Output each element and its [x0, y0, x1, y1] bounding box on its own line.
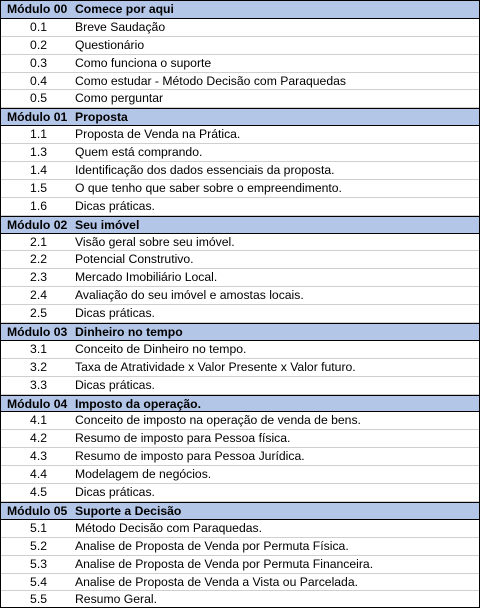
module-header	[1, 502, 479, 520]
lesson-title: Resumo de imposto para Pessoa física.	[75, 431, 291, 446]
lesson-number: 5.3	[30, 556, 47, 571]
lesson-number: 1.3	[30, 145, 47, 160]
lesson-row	[1, 90, 479, 108]
lesson-number: 1.6	[30, 198, 47, 213]
lesson-title: Método Decisão com Paraquedas.	[75, 520, 262, 535]
lesson-title: Breve Saudação	[75, 19, 166, 34]
lesson-row	[1, 37, 479, 55]
lesson-title: Taxa de Atratividade x Valor Presente x Valor futuro.	[75, 359, 356, 374]
lesson-title: Conceito de imposto na operação de venda de bens.	[75, 413, 361, 428]
lesson-number: 5.1	[30, 520, 47, 535]
module-label: Módulo 03	[7, 325, 68, 340]
lesson-row	[1, 198, 479, 216]
module-title: Seu imóvel	[75, 217, 140, 232]
lesson-number: 1.1	[30, 127, 47, 142]
lesson-number: 3.3	[30, 377, 47, 392]
lesson-number: 5.4	[30, 574, 47, 589]
lesson-row	[1, 73, 479, 91]
lesson-title: Dicas práticas.	[75, 485, 155, 500]
lesson-title: Dicas práticas.	[75, 198, 155, 213]
lesson-title: Avaliação do seu imóvel e amostas locais.	[75, 288, 304, 303]
lesson-title: Visão geral sobre seu imóvel.	[75, 234, 235, 249]
lesson-row	[1, 287, 479, 305]
module-header	[1, 395, 479, 413]
lesson-number: 1.4	[30, 163, 47, 178]
lesson-number: 3.2	[30, 359, 47, 374]
lesson-title: Potencial Construtivo.	[75, 252, 194, 267]
lesson-number: 4.4	[30, 467, 47, 482]
lesson-title: Resumo Geral.	[75, 592, 157, 607]
lesson-number: 0.2	[30, 37, 47, 52]
lesson-row	[1, 180, 479, 198]
module-title: Proposta	[75, 110, 128, 125]
lesson-row	[1, 466, 479, 484]
lesson-number: 5.5	[30, 592, 47, 607]
module-header	[1, 323, 479, 341]
module-header	[1, 216, 479, 234]
lesson-row	[1, 55, 479, 73]
module-title: Comece por aqui	[75, 2, 174, 16]
module-title: Suporte a Decisão	[75, 503, 182, 518]
lesson-row	[1, 556, 479, 574]
lesson-title: Como perguntar	[75, 91, 164, 106]
module-label: Módulo 05	[7, 503, 68, 518]
lesson-title: Identificação dos dados essenciais da proposta.	[75, 163, 335, 178]
lesson-row	[1, 448, 479, 466]
lesson-number: 4.1	[30, 413, 47, 428]
lesson-number: 2.4	[30, 288, 47, 303]
lesson-number: 2.2	[30, 252, 47, 267]
lesson-title: Conceito de Dinheiro no tempo.	[75, 341, 247, 356]
lesson-row	[1, 430, 479, 448]
lesson-title: Analise de Proposta de Venda a Vista ou Parcelada.	[75, 574, 358, 589]
lesson-row	[1, 484, 479, 502]
lesson-number: 3.1	[30, 341, 47, 356]
lesson-title: Dicas práticas.	[75, 306, 155, 321]
lesson-title: Como funciona o suporte	[75, 55, 212, 70]
lesson-number: 2.3	[30, 270, 47, 285]
lesson-title: Analise de Proposta de Venda por Permuta Física.	[75, 538, 349, 553]
module-label: Módulo 01	[7, 110, 68, 125]
lesson-row	[1, 126, 479, 144]
lesson-number: 2.1	[30, 234, 47, 249]
module-header	[1, 108, 479, 126]
lesson-number: 2.5	[30, 306, 47, 321]
module-label: Módulo 04	[7, 396, 68, 411]
lesson-row	[1, 269, 479, 287]
lesson-title: Questionário	[75, 37, 145, 52]
lesson-title: Quem está comprando.	[75, 145, 203, 160]
lesson-row	[1, 377, 479, 395]
lesson-row	[1, 412, 479, 430]
module-title: Imposto da operação.	[75, 396, 201, 411]
module-label: Módulo 00	[7, 2, 68, 16]
lesson-title: Modelagem de negócios.	[75, 467, 212, 482]
lesson-title: O que tenho que saber sobre o empreendimento.	[75, 180, 342, 195]
lesson-row	[1, 305, 479, 323]
lesson-row	[1, 144, 479, 162]
lesson-row	[1, 251, 479, 269]
lesson-row	[1, 538, 479, 556]
lesson-row	[1, 162, 479, 180]
lesson-number: 4.3	[30, 449, 47, 464]
lesson-number: 4.2	[30, 431, 47, 446]
lesson-number: 0.4	[30, 73, 47, 88]
lesson-row	[1, 359, 479, 377]
lesson-number: 4.5	[30, 485, 47, 500]
lesson-number: 0.1	[30, 19, 47, 34]
module-label: Módulo 02	[7, 217, 68, 232]
lesson-title: Proposta de Venda na Prática.	[75, 127, 241, 142]
lesson-title: Dicas práticas.	[75, 377, 155, 392]
module-header	[1, 1, 479, 19]
lesson-row	[1, 520, 479, 538]
lesson-number: 0.5	[30, 91, 47, 106]
lesson-row	[1, 574, 479, 592]
lesson-number: 5.2	[30, 538, 47, 553]
lesson-title: Mercado Imobiliário Local.	[75, 270, 218, 285]
lesson-title: Como estudar - Método Decisão com Paraquedas	[75, 73, 346, 88]
lesson-number: 0.3	[30, 55, 47, 70]
lesson-row	[1, 234, 479, 252]
lesson-row	[1, 19, 479, 37]
module-title: Dinheiro no tempo	[75, 325, 183, 340]
lesson-row	[1, 341, 479, 359]
lesson-number: 1.5	[30, 180, 47, 195]
lesson-title: Resumo de imposto para Pessoa Jurídica.	[75, 449, 305, 464]
lesson-row	[1, 591, 479, 609]
lesson-title: Analise de Proposta de Venda por Permuta Financeira.	[75, 556, 374, 571]
